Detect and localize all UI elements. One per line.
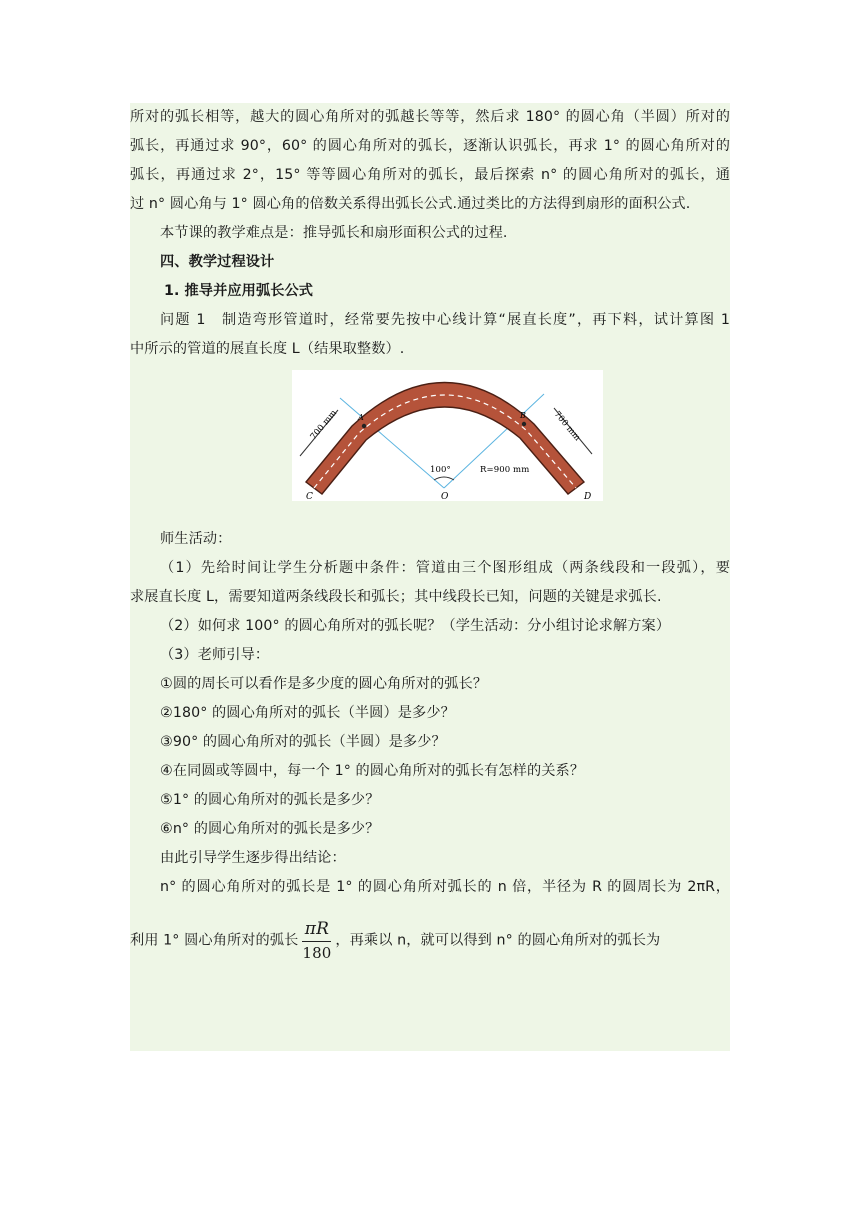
point-b — [522, 422, 526, 426]
paragraph-line: 弧长，再通过求 2°，15° 等等圆心角所对的弧长，最后探索 n° 的圆心角所对的弧长，通 — [130, 167, 730, 183]
subsection-heading: 1. 推导并应用弧长公式 — [164, 283, 314, 299]
activity-line: 求展直长度 L，需要知道两条线段长和弧长；其中线段长已知，问题的关键是求弧长. — [130, 589, 662, 605]
question-line: 中所示的管道的展直长度 L（结果取整数）. — [130, 341, 405, 357]
conclusion-line: n° 的圆心角所对的弧长是 1° 的圆心角所对弧长的 n 倍，半径为 R 的圆周长为 2πR， — [160, 879, 730, 895]
guide-question: ②180° 的圆心角所对的弧长（半圆）是多少？ — [160, 705, 455, 721]
conclusion-text-post: ，再乘以 n，就可以得到 n° 的圆心角所对的弧长为 — [335, 932, 661, 949]
guide-question: ③90° 的圆心角所对的弧长（半圆）是多少？ — [160, 734, 446, 750]
paragraph-line: 弧长，再通过求 90°，60° 的圆心角所对的弧长，逐渐认识弧长，再求 1° 的圆心角所对的 — [130, 138, 730, 154]
point-label-d: D — [584, 492, 592, 501]
activity-line: （1）先给时间让学生分析题中条件：管道由三个图形组成（两条线段和一段弧），要 — [160, 560, 730, 576]
paragraph-line: 过 n° 圆心角与 1° 圆心角的倍数关系得出弧长公式.通过类比的方法得到扇形的面积公式. — [130, 196, 691, 212]
activity-line: （2）如何求 100° 的圆心角所对的弧长呢？（学生活动：分小组讨论求解方案） — [160, 618, 671, 634]
guide-question: ①圆的周长可以看作是多少度的圆心角所对的弧长？ — [160, 676, 488, 692]
point-a — [362, 424, 366, 428]
guide-question: ④在同圆或等圆中，每一个 1° 的圆心角所对的弧长有怎样的关系？ — [160, 763, 585, 779]
fraction-numerator: πR — [302, 917, 331, 942]
section-heading: 四、教学过程设计 — [160, 254, 275, 270]
difficulty-text: 本节课的教学难点是：推导弧长和扇形面积公式的过程. — [160, 225, 508, 241]
figure-container — [130, 370, 730, 517]
seg-label-left: 700 mm — [308, 408, 340, 442]
document-body — [130, 103, 730, 968]
angle-label: 100° — [430, 465, 451, 475]
conclusion-line-with-fraction — [130, 902, 730, 968]
paragraph-line: 所对的弧长相等，越大的圆心角所对的弧越长等等，然后求 180° 的圆心角（半圆）所对的 — [130, 109, 730, 125]
guide-question: ⑥n° 的圆心角所对的弧长是多少？ — [160, 821, 380, 837]
fraction-denominator: 180 — [302, 944, 332, 962]
point-label-c: C — [306, 492, 313, 501]
lead-text: 由此引导学生逐步得出结论： — [160, 850, 346, 866]
point-label-a: A — [358, 413, 364, 422]
point-label-o: O — [441, 492, 449, 501]
question-line: 问题 1 制造弯形管道时，经常要先按中心线计算“展直长度”，再下料，试计算图 1 — [160, 312, 730, 328]
angle-mark — [434, 477, 454, 480]
seg-label-right: 700 mm — [551, 409, 583, 444]
fraction-pi-r-over-180 — [302, 917, 331, 964]
point-label-b: B — [520, 411, 526, 420]
activity-heading: 师生活动： — [160, 531, 232, 547]
conclusion-text-pre: 利用 1° 圆心角所对的弧长 — [130, 932, 299, 949]
guide-question: ⑤1° 的圆心角所对的弧长是多少？ — [160, 792, 380, 808]
pipe-figure — [292, 370, 603, 501]
radius-label: R=900 mm — [480, 465, 530, 475]
activity-line: （3）老师引导： — [160, 647, 270, 663]
